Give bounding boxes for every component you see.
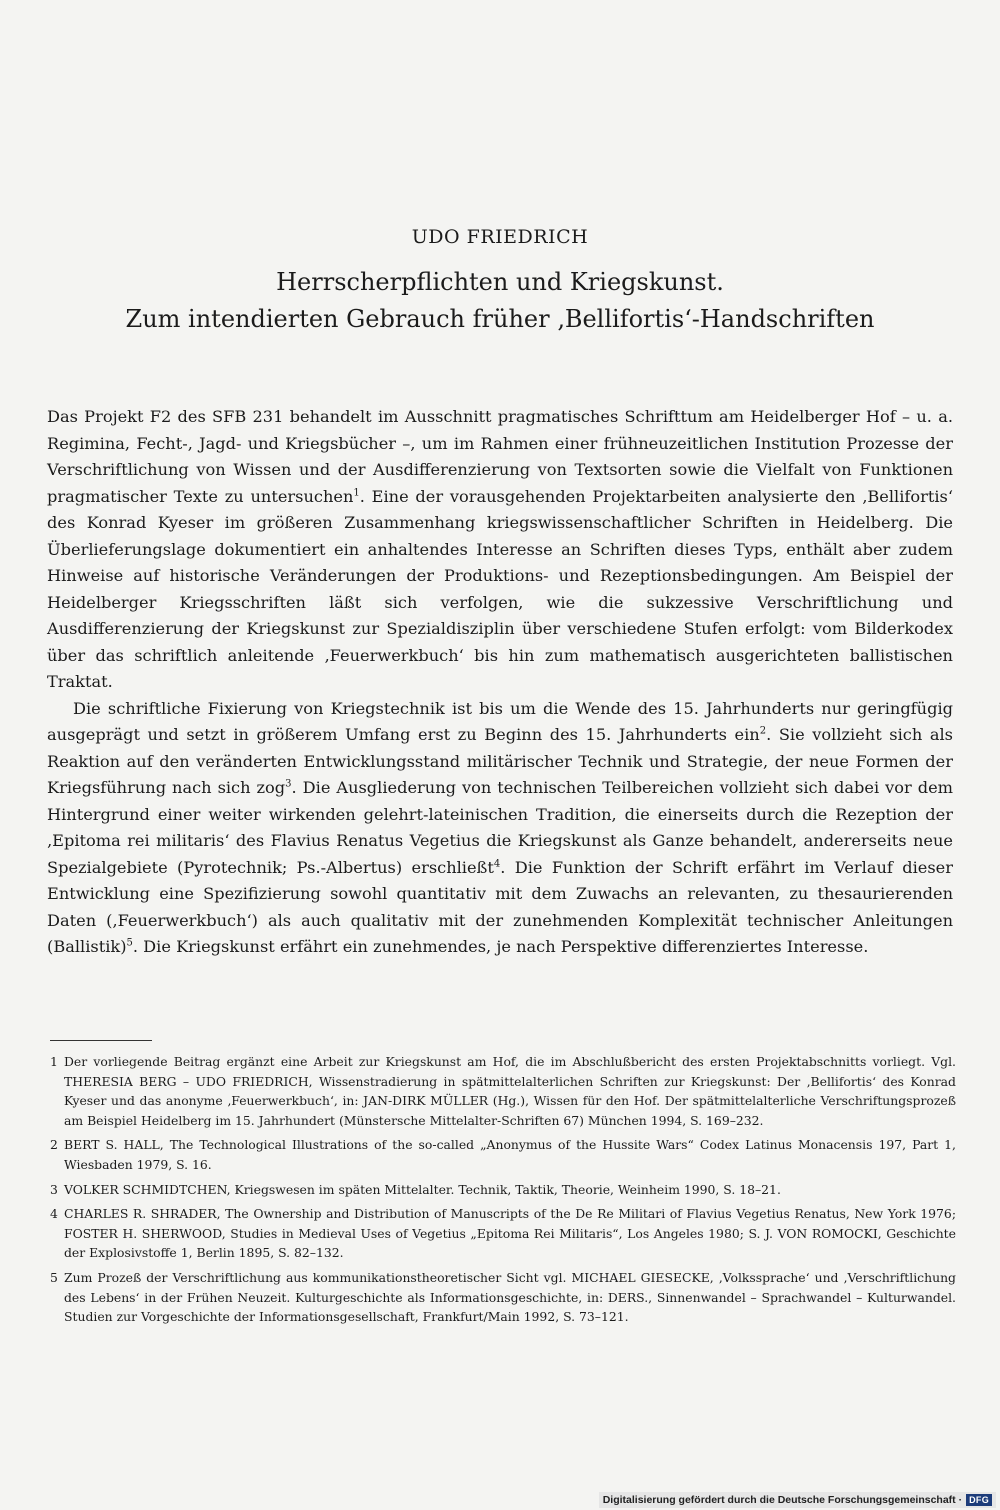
paragraph-text: Das Projekt F2 des SFB 231 behandelt im Ausschnitt pragmatisches Schrifttum am Heidelberger Hof – u. a. Regimina, Fecht-, Jagd- und Kriegsbücher –, um im Rahmen einer frühneuzeitlichen Institution Prozesse der Verschriftlichung von Wissen und der Ausdifferenzierung von Textsorten sowie die Vielfalt von Funktionen pragmatischer Texte zu untersuchen [47,407,953,506]
footnote-text: BERT S. HALL, The Technological Illustrations of the so-called „Anonymus of the Hussite Wars“ Codex Latinus Monacensis 197, Part 1, Wiesbaden 1979, S. 16. [64,1137,956,1172]
paragraph-text: . Die Funktion der Schrift erfährt im Verlauf dieser Entwicklung eine Spezifizierung sowohl quantitativ mit dem Zuwachs an relevanten, zu thesaurierenden Daten (‚Feuerwerkbuch‘) als auch qualitativ mit der zunehmenden Komplexität technischer Anleitungen (Ballistik) [47,857,953,956]
paragraph-text: . Eine der vorausgehenden Projektarbeiten analysierte den ‚Bellifortis‘ des Konrad Kyeser im größeren Zusammenhang kriegswissenschaftlicher Schriften in Heidelberg. Die Überlieferungslage dokumentiert ein anhaltendes Interesse an Schriften dieses Typs, enthält aber zudem Hinweise auf historische Veränderungen der Produktions- und Rezeptionsbedingungen. Am Beispiel der Heidelberger Kriegsschriften läßt sich verfolgen, wie die sukzessive Verschriftlichung und Ausdifferenzierung der Kriegskunst zur Spezialdisziplin über verschiedene Stufen erfolgt: vom Bilderkodex über das schriftlich anleitende ‚Feuerwerkbuch‘ bis hin zum mathematisch ausgerichteten ballistischen Traktat. [47,486,953,691]
footnote-number: 4 [50,1206,58,1222]
funding-banner[interactable] [599,1492,996,1508]
footnote-number: 3 [50,1181,58,1197]
paragraph-text: Die schriftliche Fixierung von Kriegstechnik ist bis um die Wende des 15. Jahrhunderts nur geringfügig ausgeprägt und setzt in größerem Umfang erst zu Beginn des 15. Jahrhunderts ein [47,698,953,744]
title-line-2: Zum intendierten Gebrauch früher ‚Bellifortis‘-Handschriften [125,305,875,333]
footnote-text: CHARLES R. SHRADER, The Ownership and Distribution of Manuscripts of the De Re Militari of Flavius Vegetius Renatus, New York 1976; FOSTER H. SHERWOOD, Studies in Medieval Uses of Vegetius „Epitoma Rei Militaris“, Los Angeles 1980; S. J. VON ROMOCKI, Geschichte der Explosivstoffe 1, Berlin 1895, S. 82–132. [64,1206,956,1261]
article-title [40,264,960,338]
footnote-ref-3: 3 [285,778,292,790]
funding-banner-text: Digitalisierung gefördert durch die Deutsche Forschungsgemeinschaft · [602,1494,963,1506]
paragraph-text: . Die Ausgliederung von technischen Teilbereichen vollzieht sich dabei vor dem Hintergrund einer weiter wirkenden gelehrt-lateinischen Tradition, die einerseits durch die Rezeption der ‚Epitoma rei militaris‘ des Flavius Renatus Vegetius die Kriegskunst als Ganze behandelt, andererseits neue Spezialgebiete (Pyrotechnik; Ps.-Albertus) erschließt [47,778,953,877]
footnote-2 [48,1135,956,1174]
footnote-number: 2 [50,1137,58,1153]
footnote-3 [48,1180,956,1200]
paragraph-2 [47,696,953,961]
footnote-number: 1 [50,1054,58,1069]
footnote-text: VOLKER SCHMIDTCHEN, Kriegswesen im späten Mittelalter. Technik, Taktik, Theorie, Weinheim 1990, S. 18–21. [64,1181,781,1197]
paragraph-text: . Die Kriegskunst erfährt ein zunehmendes, je nach Perspektive differenziertes Interesse. [132,937,869,956]
title-line-1: Herrscherpflichten und Kriegskunst. [276,268,724,296]
footnote-ref-2: 2 [759,725,767,737]
body-text [47,404,953,961]
footnote-1 [48,1052,956,1130]
dfg-logo-icon: DFG [966,1494,992,1506]
footnote-5 [48,1268,956,1327]
footnote-text: Der vorliegende Beitrag ergänzt eine Arbeit zur Kriegskunst am Hof, die im Abschlußbericht des ersten Projektabschnitts vorliegt. Vgl. THERESIA BERG – UDO FRIEDRICH, Wissenstradierung in spätmittelalterlichen Schriften zur Kriegskunst: Der ‚Bellifortis‘ des Konrad Kyeser und das anonyme ‚Feuerwerkbuch‘, in: JAN-DIRK MÜLLER (Hg.), Wissen für den Hof. Der spätmittelalterliche Verschriftungsprozeß am Beispiel Heidelberg im 15. Jahrhundert (Münstersche Mittelalter-Schriften 67) München 1994, S. 169–232. [64,1054,956,1128]
footnote-ref-1: 1 [353,487,360,499]
footnote-ref-5: 5 [126,937,133,949]
footnote-text: Zum Prozeß der Verschriftlichung aus kommunikationstheoretischer Sicht vgl. MICHAEL GIESECKE, ‚Volkssprache‘ und ‚Verschriftlichung des Lebens‘ in der Frühen Neuzeit. Kulturgeschichte als Informationsgeschichte, in: DERS., Sinnenwandel – Sprachwandel – Kulturwandel. Studien zur Vorgeschichte der Informationsgesellschaft, Frankfurt/Main 1992, S. 73–121. [64,1269,956,1325]
paragraph-text: . Sie vollzieht sich als Reaktion auf den veränderten Entwicklungsstand militärischer Technik und Strategie, der neue Formen der Kriegsführung nach sich zog [47,725,953,797]
author-name: UDO FRIEDRICH [411,226,589,248]
footnote-number: 5 [50,1269,58,1285]
footnote-ref-4: 4 [493,858,501,870]
footnote-separator [50,1040,152,1041]
footnotes-list [48,1052,956,1332]
footnote-4 [48,1204,956,1263]
paragraph-1 [47,404,953,696]
